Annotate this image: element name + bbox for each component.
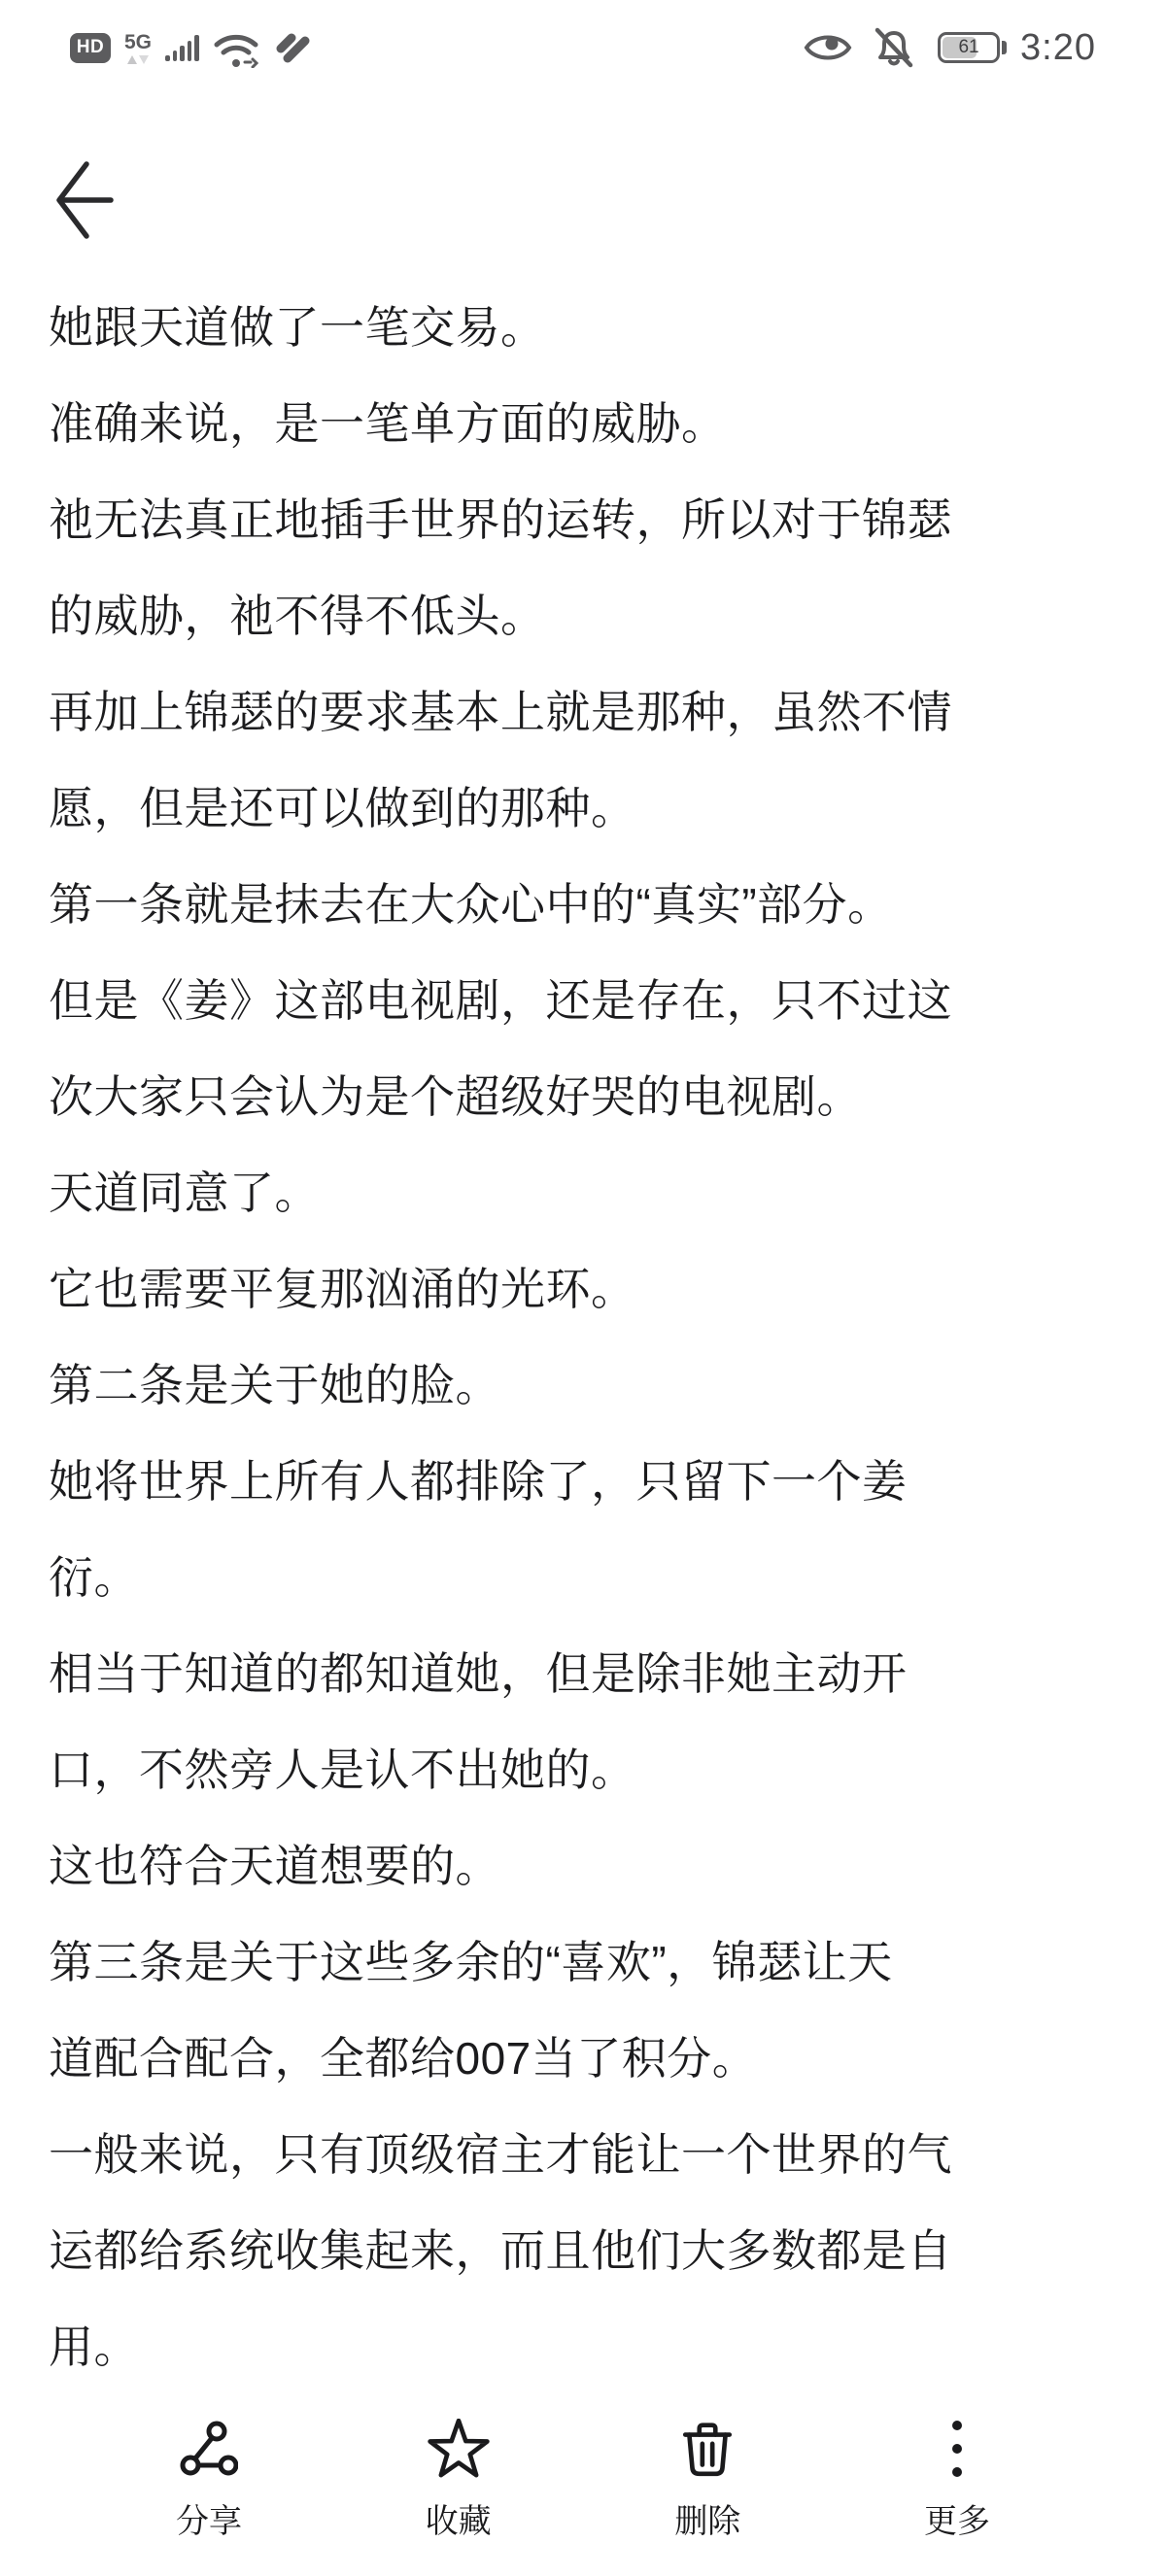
status-right-icons [804, 26, 1096, 69]
favorite-button[interactable] [386, 2411, 532, 2566]
text-line: 的威胁，祂不得不低头。 [49, 591, 546, 641]
clock-time: 3:20 [1020, 26, 1096, 68]
share-icon [180, 2421, 238, 2477]
status-left-icons [70, 27, 314, 68]
text-line: 第一条就是抹去在大众心中的“真实”部分。 [49, 879, 893, 930]
share-button[interactable] [136, 2411, 282, 2566]
text-line: 相当于知道的都知道她，但是除非她主动开 [49, 1648, 908, 1699]
text-line: 次大家只会认为是个超级好哭的电视剧。 [49, 1071, 862, 1122]
text-line: 这也符合天道想要的。 [49, 1841, 500, 1891]
network-5g-indicator [124, 32, 152, 64]
text-line: 衍。 [49, 1552, 139, 1603]
data-activity-arrows-icon [127, 55, 149, 64]
trash-icon [679, 2419, 736, 2479]
text-line: 愿，但是还可以做到的那种。 [49, 783, 636, 833]
text-line: 第三条是关于这些多余的“喜欢”，锦瑟让天 [49, 1937, 893, 1987]
text-line: 祂无法真正地插手世界的运转，所以对于锦瑟 [49, 494, 952, 545]
favorite-label: 收藏 [425, 2503, 492, 2540]
more-label: 更多 [923, 2503, 990, 2540]
text-line: 天道同意了。 [49, 1168, 320, 1218]
delete-label: 删除 [674, 2503, 741, 2540]
battery-percent: 61 [958, 37, 979, 57]
back-button[interactable] [49, 153, 122, 247]
wifi-icon [213, 27, 259, 68]
notifications-muted-icon [872, 26, 916, 69]
text-line: 再加上锦瑟的要求基本上就是那种，虽然不情 [49, 687, 952, 737]
text-line: 用。 [49, 2322, 139, 2372]
battery-indicator [938, 32, 1007, 63]
more-button[interactable] [884, 2411, 1030, 2566]
chapter-text [49, 280, 1117, 2395]
text-line: 准确来说，是一笔单方面的威胁。 [49, 398, 727, 449]
star-icon [427, 2419, 491, 2479]
delete-button[interactable] [634, 2411, 780, 2566]
text-line: 第二条是关于她的脸。 [49, 1360, 500, 1410]
battery-tip [1002, 41, 1007, 54]
text-line: 她将世界上所有人都排除了，只留下一个姜 [49, 1456, 908, 1507]
text-line: 道配合配合，全都给007当了积分。 [49, 2033, 758, 2084]
status-bar [0, 19, 1166, 76]
eye-comfort-icon [804, 30, 852, 65]
back-arrow-icon [51, 157, 120, 243]
network-type-label: 5G [124, 30, 153, 53]
text-line: 一般来说，只有顶级宿主才能让一个世界的气 [49, 2129, 952, 2180]
share-label: 分享 [176, 2503, 242, 2540]
text-line: 口，不然旁人是认不出她的。 [49, 1745, 636, 1795]
text-line: 运都给系统收集起来，而且他们大多数都是自 [49, 2225, 952, 2276]
text-line: 它也需要平复那汹涌的光环。 [49, 1264, 636, 1314]
text-line: 但是《姜》这部电视剧，还是存在，只不过这 [49, 975, 952, 1026]
signal-strength-icon [165, 34, 199, 61]
text-line: 她跟天道做了一笔交易。 [49, 302, 546, 353]
more-dots-icon [950, 2418, 964, 2480]
bottom-toolbar [0, 2411, 1166, 2566]
vowifi-heart-icon [273, 29, 314, 66]
hd-badge: HD [70, 33, 111, 63]
